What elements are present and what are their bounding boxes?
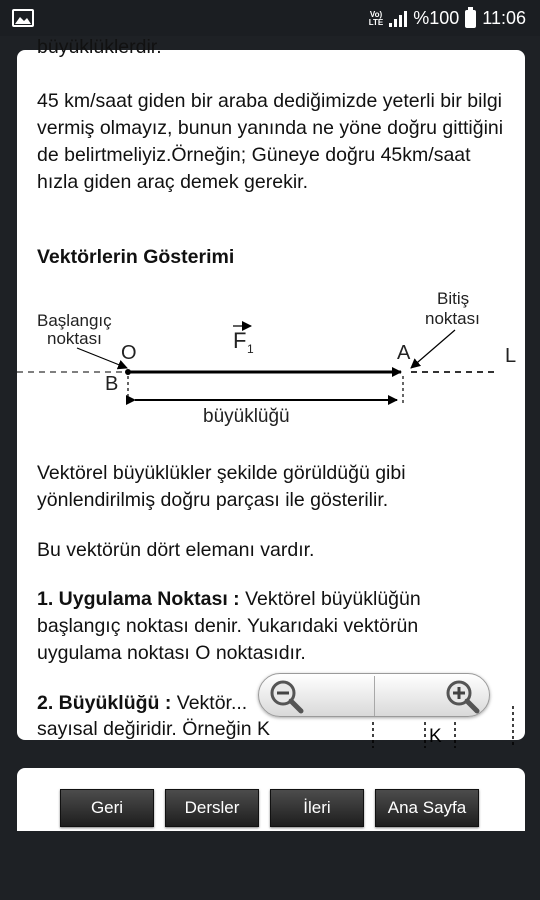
item-application-point <box>37 586 507 667</box>
item-2-title: 2. Büyüklüğü : <box>37 692 172 714</box>
battery-percent: %100 <box>413 8 460 28</box>
paragraph-elements: Bu vektörün dört elemanı vardır. <box>37 539 315 561</box>
volte-indicator: Vo) LTE <box>368 9 384 27</box>
fig2-point-label: K <box>429 726 442 747</box>
start-label-1: Başlangıç <box>37 311 112 330</box>
signal-icon <box>389 11 407 27</box>
item-1-text: Vektörel büyüklüğün başlangıç noktası denir. Yukarıdaki vektörün uygulama noktası O noktasıdır. <box>37 588 421 664</box>
point-a-label: A <box>397 342 411 364</box>
point-b-label: B <box>105 373 119 395</box>
cut-off-line: büyüklüklerdir. <box>37 36 162 58</box>
vector-subscript: 1 <box>247 342 254 356</box>
vector-diagram <box>17 286 525 436</box>
next-button[interactable]: İleri <box>270 789 364 827</box>
status-bar <box>0 0 540 36</box>
magnitude-label: büyüklüğü <box>203 406 290 427</box>
zoom-out-button[interactable] <box>267 677 307 715</box>
bottom-nav-panel <box>17 768 525 831</box>
end-label-1: Bitiş <box>437 289 470 308</box>
zoom-out-icon <box>267 677 307 715</box>
vector-label: F <box>233 328 247 353</box>
back-button[interactable]: Geri <box>60 789 154 827</box>
zoom-separator <box>374 676 375 716</box>
start-leader-arrow <box>77 348 127 368</box>
point-o-label: O <box>121 342 137 364</box>
zoom-in-button[interactable] <box>443 677 483 715</box>
start-label-2: noktası <box>47 329 102 348</box>
item-1-title: 1. Uygulama Noktası : <box>37 588 240 610</box>
lessons-button[interactable]: Dersler <box>165 789 259 827</box>
gallery-icon <box>12 9 34 27</box>
end-leader-arrow <box>411 330 455 368</box>
paragraph-representation: Vektörel büyüklükler şekilde görüldüğü gibi yönlendirilmiş doğru parçası ile gösterilir. <box>37 462 406 511</box>
item-2-text: Vektör... <box>171 692 248 714</box>
end-label-2: noktası <box>425 309 480 328</box>
section-heading: Vektörlerin Gösterimi <box>37 246 235 268</box>
battery-icon <box>465 10 476 28</box>
zoom-control <box>258 673 490 717</box>
paragraph-intro: 45 km/saat giden bir araba dediğimizde yeterli bir bilgi vermiş olmayız, bunun yanında ne yöne doğru gittiğini de belirtmeliyiz.Örneğin; Güneye doğru 45km/saat hızla giden araç demek gerekir. <box>37 90 504 193</box>
zoom-in-icon <box>443 677 483 715</box>
point-l-label: L <box>505 345 517 367</box>
home-button[interactable]: Ana Sayfa <box>375 789 479 827</box>
content-card[interactable] <box>17 36 525 747</box>
item-magnitude-line2: sayısal değiridir. Örneğin K <box>37 718 271 740</box>
clock: 11:06 <box>482 8 526 28</box>
origin-point <box>125 369 131 375</box>
